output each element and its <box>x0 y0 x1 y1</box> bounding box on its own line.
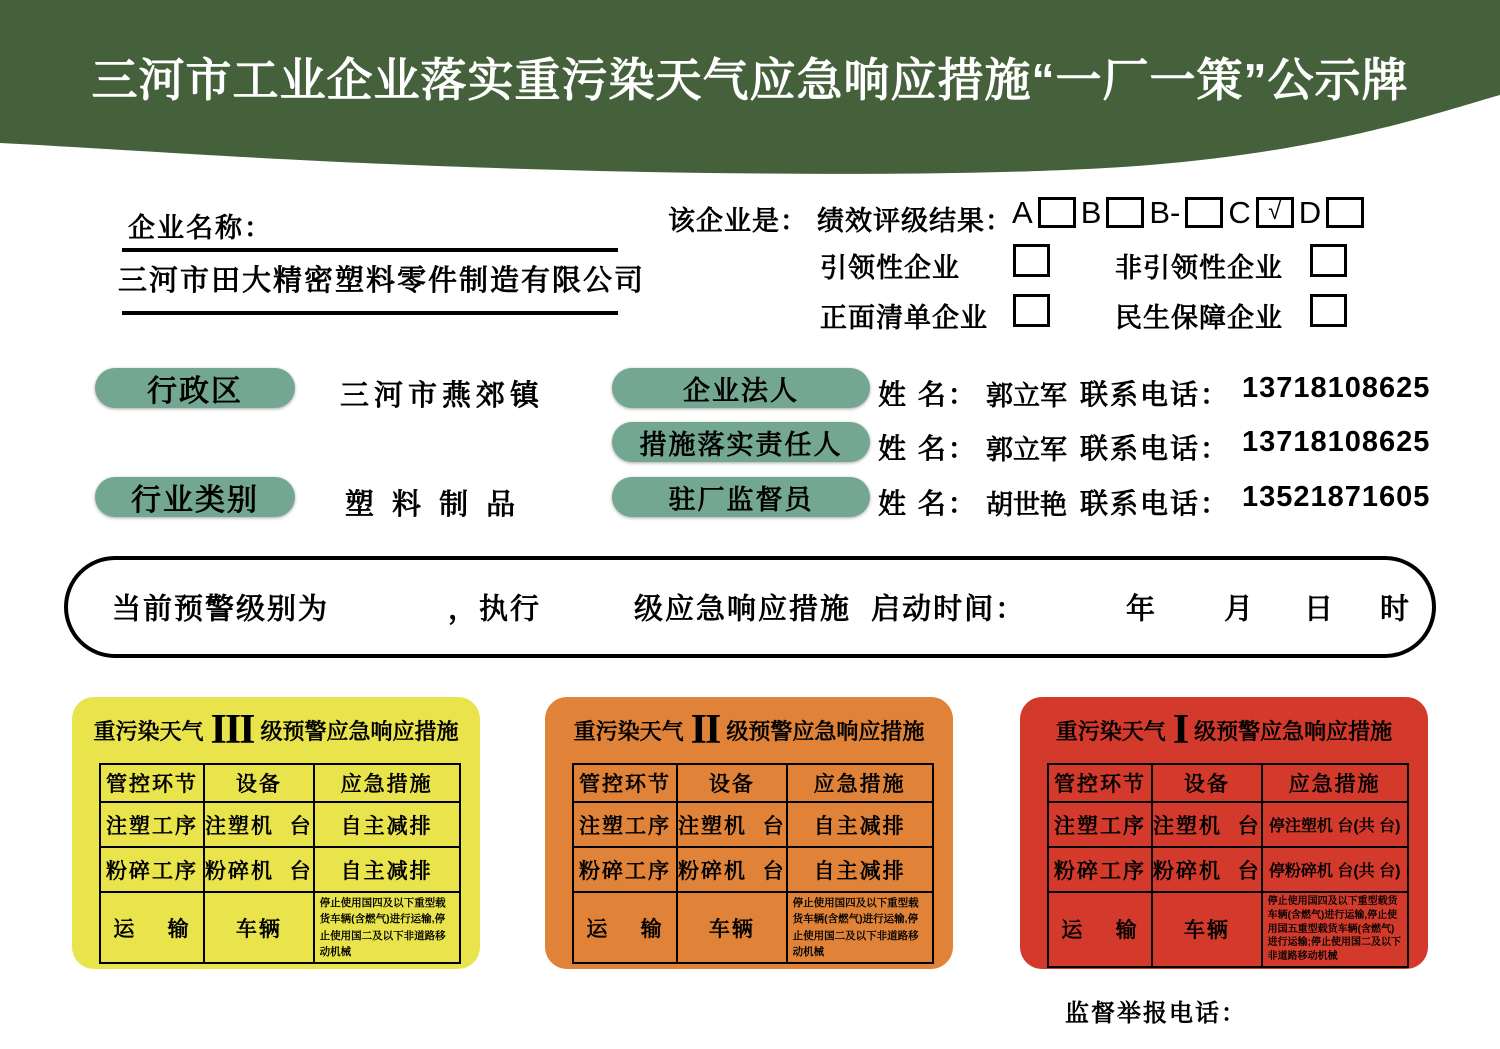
enterprise-name-label: 企业名称： <box>128 213 273 243</box>
table-cell: 粉碎工序 <box>1048 847 1152 892</box>
table-cell: 粉碎机 台 <box>204 847 314 892</box>
measures-table <box>1047 763 1409 968</box>
year-label: 年 <box>1126 593 1158 626</box>
table-cell: 粉碎工序 <box>100 847 204 892</box>
response-card-level-2 <box>545 697 953 969</box>
table-cell: 注塑工序 <box>573 802 677 847</box>
table-row <box>100 847 460 892</box>
performance-rating-label: 绩效评级结果： <box>817 206 1013 236</box>
grade-checkbox-b-minus[interactable] <box>1185 197 1223 228</box>
table-cell: 运 输 <box>100 892 204 963</box>
card-title <box>72 706 480 753</box>
table-cell: 停注塑机 台(共 台) <box>1262 802 1408 847</box>
leading-enterprise-label: 引领性企业 <box>820 253 960 283</box>
grade-row <box>1012 193 1364 231</box>
phone-label: 联系电话： <box>1080 379 1231 410</box>
table-cell: 粉碎机 台 <box>677 847 787 892</box>
table-cell: 注塑工序 <box>1048 802 1152 847</box>
region-value: 三河市燕郊镇 <box>340 380 545 412</box>
col-header: 管控环节 <box>1048 764 1152 802</box>
card-title-suffix: 级预警应急响应措施 <box>260 719 459 744</box>
col-header: 管控环节 <box>100 764 204 802</box>
col-header: 应急措施 <box>1262 764 1408 802</box>
table-row <box>573 802 933 847</box>
grade-label-c: C <box>1228 194 1251 230</box>
non-leading-enterprise-label: 非引领性企业 <box>1115 253 1283 283</box>
card-title-prefix: 重污染天气 <box>93 719 204 744</box>
table-row <box>573 892 933 963</box>
contact-row-responsible <box>612 422 1492 465</box>
industry-value: 塑 料 制 品 <box>345 489 521 521</box>
rating-prefix: 该企业是： <box>668 206 808 236</box>
table-row <box>573 847 933 892</box>
grade-checkbox-c-checked[interactable]: √ <box>1256 197 1294 228</box>
card-title-prefix: 重污染天气 <box>573 719 684 744</box>
table-cell: 运 输 <box>573 892 677 963</box>
contact-phone: 13718108625 <box>1242 372 1431 404</box>
measures-table <box>99 763 461 964</box>
table-cell: 注塑机 台 <box>204 802 314 847</box>
grade-label-a: A <box>1012 194 1033 230</box>
role-pill: 驻厂监督员 <box>612 477 870 517</box>
name-label: 姓 名： <box>878 488 978 519</box>
report-phone-label: 监督举报电话： <box>1065 1000 1247 1027</box>
positive-list-enterprise-label: 正面清单企业 <box>820 303 988 333</box>
table-row <box>1048 802 1408 847</box>
col-header: 设备 <box>677 764 787 802</box>
grade-label-b-minus: B- <box>1149 194 1181 230</box>
page-title: 三河市工业企业落实重污染天气应急响应措施“一厂一策”公示牌 <box>91 54 1409 106</box>
table-cell: 自主减排 <box>314 847 460 892</box>
contact-name: 胡世艳 <box>986 490 1067 520</box>
role-pill: 措施落实责任人 <box>612 422 870 462</box>
table-cell: 注塑工序 <box>100 802 204 847</box>
divider <box>122 311 618 315</box>
contact-phone: 13718108625 <box>1242 426 1431 458</box>
col-header: 设备 <box>1152 764 1262 802</box>
table-cell: 车辆 <box>1152 892 1262 967</box>
grade-checkbox-b[interactable] <box>1106 197 1144 228</box>
table-row <box>100 892 460 963</box>
contact-row-legal <box>612 368 1492 411</box>
month-label: 月 <box>1224 593 1256 626</box>
region-pill: 行政区 <box>95 368 295 408</box>
day-label: 日 <box>1304 593 1336 626</box>
card-title-suffix: 级预警应急响应措施 <box>1194 719 1393 744</box>
table-cell: 停止使用国四及以下重型载货车辆(含燃气)进行运输,停止使用国二及以下非道路移动机械 <box>787 892 933 963</box>
alert-level-label: 当前预警级别为 <box>112 593 330 626</box>
response-card-level-3 <box>72 697 480 969</box>
response-card-level-1 <box>1020 697 1428 969</box>
table-cell: 停粉碎机 台(共 台) <box>1262 847 1408 892</box>
roman-numeral-1: I <box>1172 706 1188 753</box>
col-header: 设备 <box>204 764 314 802</box>
roman-numeral-2: II <box>690 706 720 753</box>
contact-row-supervisor <box>612 477 1492 520</box>
card-title-suffix: 级预警应急响应措施 <box>726 719 925 744</box>
hour-label: 时 <box>1380 593 1412 626</box>
divider <box>122 248 618 252</box>
table-row <box>1048 892 1408 967</box>
name-label: 姓 名： <box>878 433 978 464</box>
contact-phone: 13521871605 <box>1242 481 1431 513</box>
roman-numeral-3: III <box>210 706 254 753</box>
card-title-prefix: 重污染天气 <box>1055 719 1166 744</box>
table-cell: 停止使用国四及以下重型载货车辆(含燃气)进行运输,停止使用国五重型载货车辆(含燃气)进行运输;停止使用国二及以下非道路移动机械 <box>1262 892 1408 967</box>
alert-measures-label: 级应急响应措施 启动时间： <box>634 593 1027 626</box>
enterprise-name: 三河市田大精密塑料零件制造有限公司 <box>118 265 646 297</box>
role-pill: 企业法人 <box>612 368 870 408</box>
table-cell: 停止使用国四及以下重型载货车辆(含燃气)进行运输,停止使用国二及以下非道路移动机械 <box>314 892 460 963</box>
table-cell: 注塑机 台 <box>1152 802 1262 847</box>
non-leading-enterprise-checkbox[interactable] <box>1310 244 1347 277</box>
table-cell: 自主减排 <box>314 802 460 847</box>
table-cell: 自主减排 <box>787 802 933 847</box>
positive-list-enterprise-checkbox[interactable] <box>1013 294 1050 327</box>
grade-label-d: D <box>1298 194 1322 230</box>
grade-checkbox-a[interactable] <box>1038 197 1076 228</box>
col-header: 应急措施 <box>787 764 933 802</box>
phone-label: 联系电话： <box>1080 433 1231 464</box>
industry-pill: 行业类别 <box>95 477 295 517</box>
alert-execute-label: ，执行 <box>448 593 542 626</box>
livelihood-enterprise-checkbox[interactable] <box>1310 294 1347 327</box>
table-cell: 车辆 <box>204 892 314 963</box>
table-cell: 运 输 <box>1048 892 1152 967</box>
card-title <box>1020 706 1428 753</box>
header-band <box>0 0 1500 200</box>
card-title <box>545 706 953 753</box>
name-label: 姓 名： <box>878 379 978 410</box>
contact-name: 郭立军 <box>986 435 1067 465</box>
table-cell: 粉碎工序 <box>573 847 677 892</box>
livelihood-enterprise-label: 民生保障企业 <box>1115 303 1283 333</box>
leading-enterprise-checkbox[interactable] <box>1013 244 1050 277</box>
table-row <box>1048 847 1408 892</box>
table-row <box>100 802 460 847</box>
phone-label: 联系电话： <box>1080 488 1231 519</box>
table-cell: 注塑机 台 <box>677 802 787 847</box>
alert-status-bar <box>64 556 1436 658</box>
col-header: 应急措施 <box>314 764 460 802</box>
table-cell: 车辆 <box>677 892 787 963</box>
contact-name: 郭立军 <box>986 381 1067 411</box>
grade-checkbox-d[interactable] <box>1326 197 1364 228</box>
grade-label-b: B <box>1080 194 1102 230</box>
col-header: 管控环节 <box>573 764 677 802</box>
table-cell: 自主减排 <box>787 847 933 892</box>
measures-table <box>572 763 934 964</box>
table-cell: 粉碎机 台 <box>1152 847 1262 892</box>
